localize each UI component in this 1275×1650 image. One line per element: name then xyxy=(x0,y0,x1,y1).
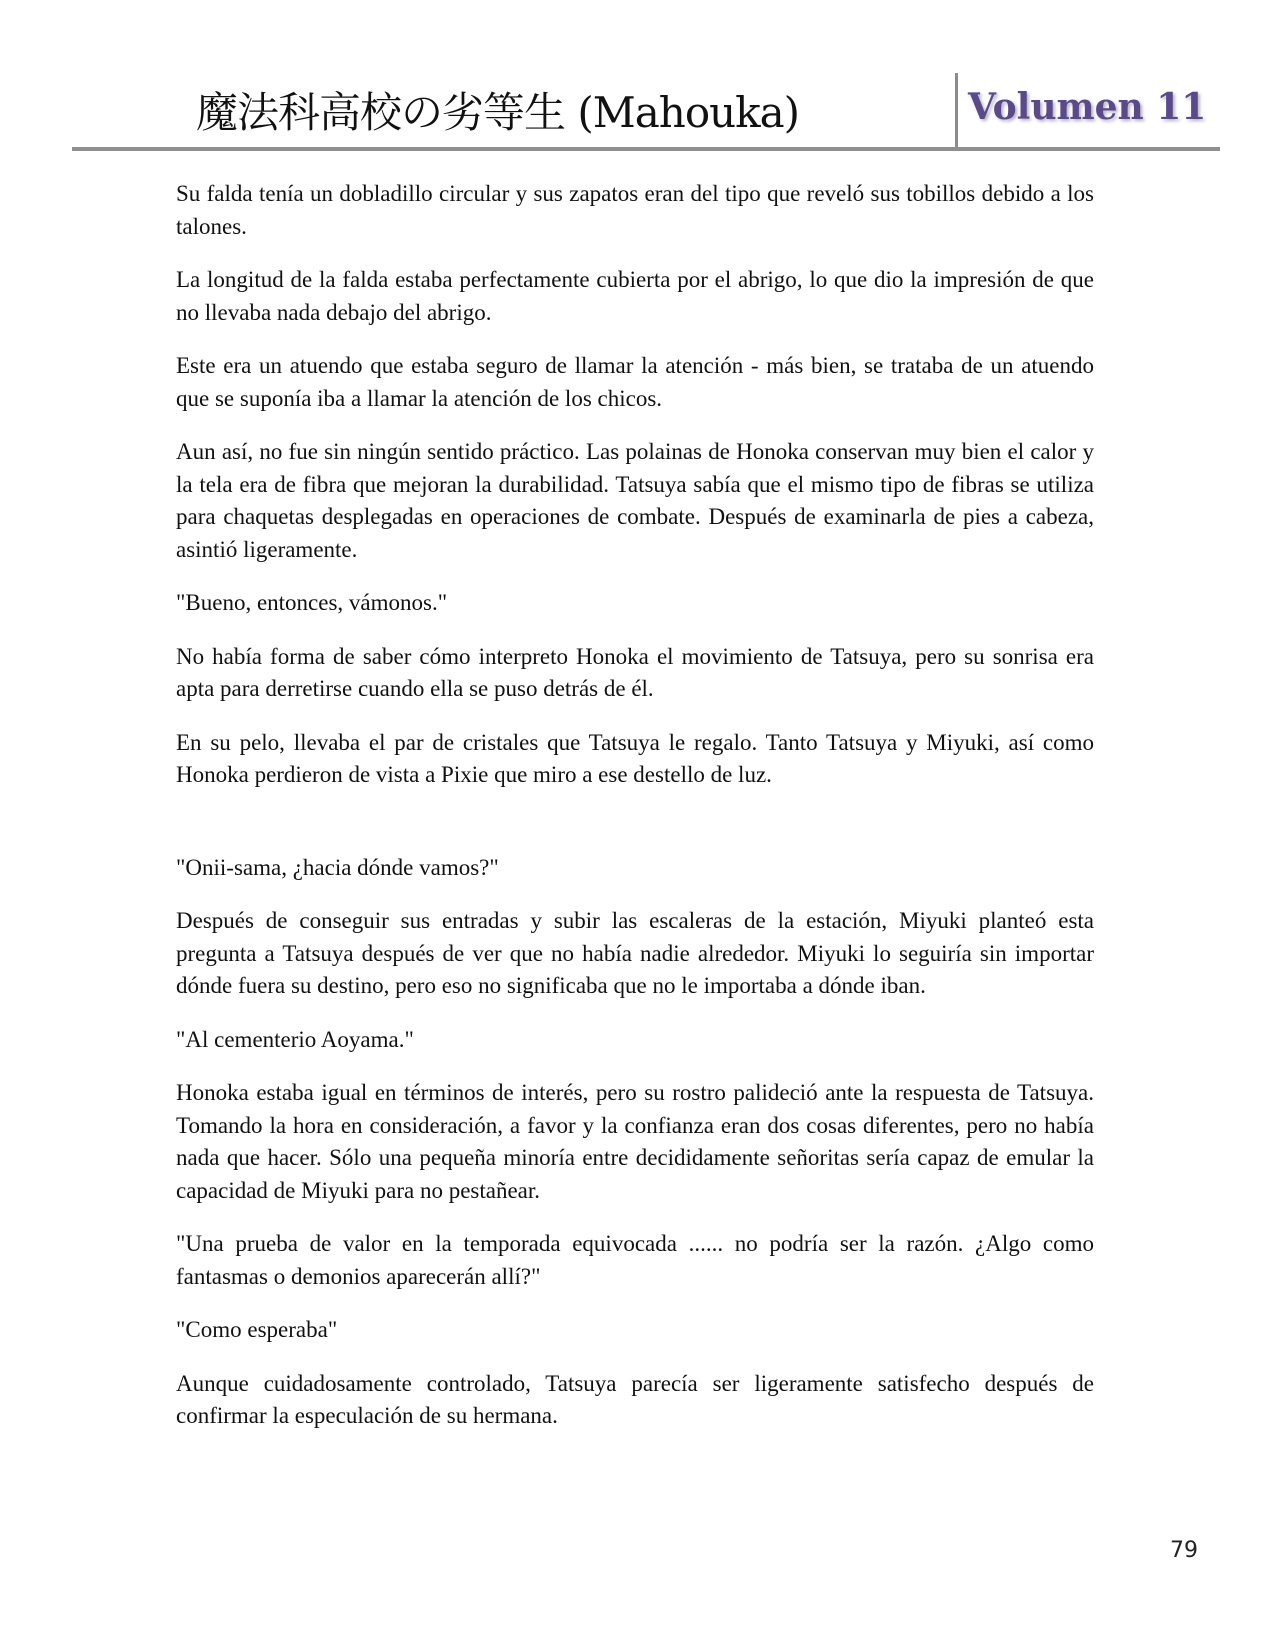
page-header xyxy=(0,0,1275,160)
paragraph: En su pelo, llevaba el par de cristales que Tatsuya le regalo. Tanto Tatsuya y Miyuki, así como Honoka perdieron de vista a Pixie que miro a ese destello de luz. xyxy=(176,729,1094,787)
paragraph: Después de conseguir sus entradas y subir las escaleras de la estación, Miyuki planteó esta pregunta a Tatsuya después de ver que no había nadie alrededor. Miyuki lo seguiría sin importar dónde fuera su destino, pero eso no significaba que no le importaba a dónde iban. xyxy=(176,908,1094,998)
page-number: 79 xyxy=(1170,1538,1198,1563)
volume-label: Volumen 11 xyxy=(968,86,1207,128)
paragraph: "Una prueba de valor en la temporada equivocada ...... no podría ser la razón. ¿Algo como fantasmas o demonios aparecerán allí?" xyxy=(176,1231,1094,1289)
header-rule xyxy=(72,147,1220,151)
header-divider xyxy=(955,73,958,151)
book-title: 魔法科高校の劣等生 (Mahouka) xyxy=(196,88,800,137)
body-text xyxy=(176,178,1094,1454)
paragraph: La longitud de la falda estaba perfectamente cubierta por el abrigo, lo que dio la impresión de que no llevaba nada debajo del abrigo. xyxy=(176,267,1094,325)
paragraph: "Onii-sama, ¿hacia dónde vamos?" xyxy=(176,854,499,880)
paragraph: Aunque cuidadosamente controlado, Tatsuya parecía ser ligeramente satisfecho después de confirmar la especulación de su hermana. xyxy=(176,1370,1094,1428)
paragraph: Honoka estaba igual en términos de interés, pero su rostro palideció ante la respuesta de Tatsuya. Tomando la hora en consideración, a favor y la confianza eran dos cosas diferentes, pero no había nada que hacer. Sólo una pequeña minoría entre decididamente señoritas sería capaz de emular la capacidad de Miyuki para no pestañear. xyxy=(176,1080,1094,1203)
paragraph: No había forma de saber cómo interpreto Honoka el movimiento de Tatsuya, pero su sonrisa era apta para derretirse cuando ella se puso detrás de él. xyxy=(176,643,1094,701)
paragraph: Su falda tenía un dobladillo circular y sus zapatos eran del tipo que reveló sus tobillos debido a los talones. xyxy=(176,181,1094,239)
paragraph: Aun así, no fue sin ningún sentido práctico. Las polainas de Honoka conservan muy bien el calor y la tela era de fibra que mejoran la durabilidad. Tatsuya sabía que el mismo tipo de fibras se utiliza para chaquetas desplegadas en operaciones de combate. Después de examinarla de pies a cabeza, asintió ligeramente. xyxy=(176,439,1094,562)
paragraph: "Bueno, entonces, vámonos." xyxy=(176,590,448,615)
paragraph: "Como esperaba" xyxy=(176,1317,338,1342)
paragraph: "Al cementerio Aoyama." xyxy=(176,1026,414,1052)
paragraph: Este era un atuendo que estaba seguro de llamar la atención - más bien, se trataba de un atuendo que se suponía iba a llamar la atención de los chicos. xyxy=(176,353,1094,411)
